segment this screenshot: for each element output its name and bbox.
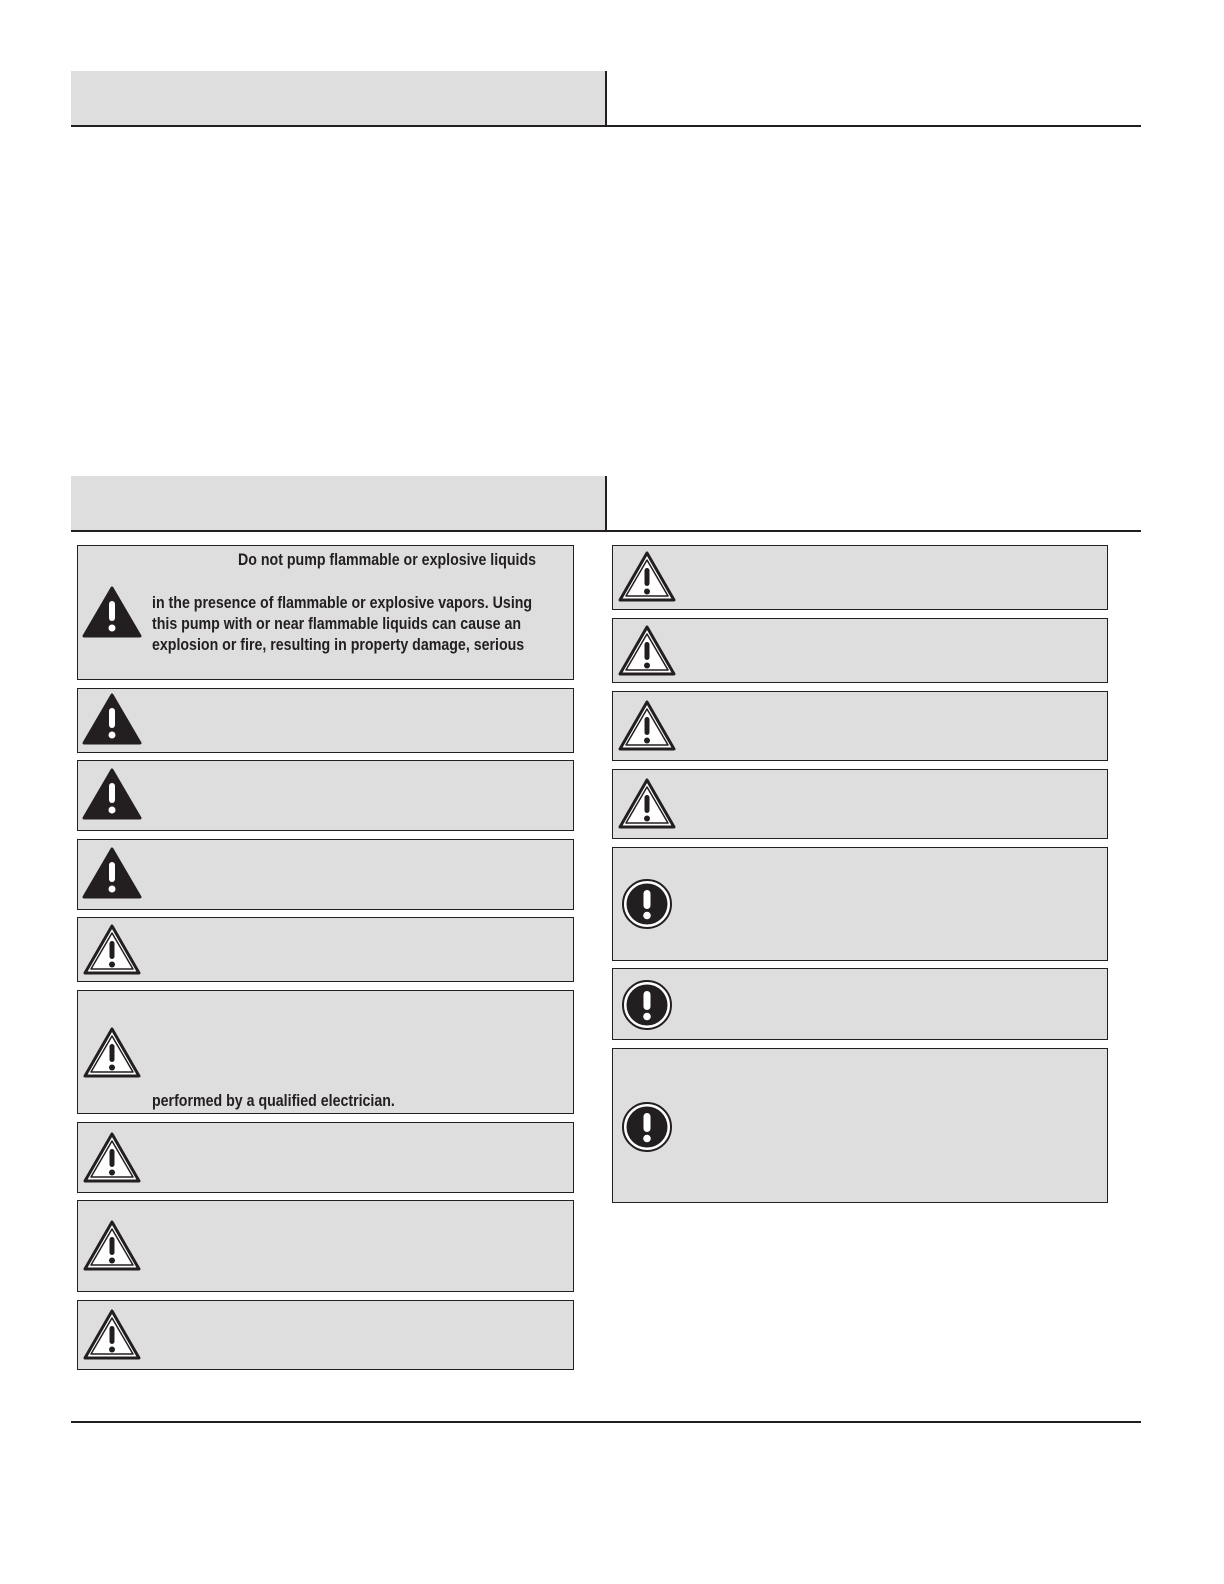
notice-box bbox=[612, 1048, 1108, 1203]
warning-text-line: in the presence of flammable or explosive vapors. Using bbox=[152, 594, 533, 612]
outline-warning-triangle-icon bbox=[82, 1131, 142, 1185]
solid-warning-triangle-icon bbox=[82, 586, 142, 640]
exclamation-circle-icon bbox=[621, 979, 673, 1031]
warning-box bbox=[77, 1300, 574, 1370]
warning-text-line: performed by a qualified electrician. bbox=[152, 1092, 395, 1110]
warning-box bbox=[77, 688, 574, 753]
outline-warning-triangle-icon bbox=[82, 1026, 142, 1080]
solid-warning-triangle-icon bbox=[82, 693, 142, 747]
solid-warning-triangle-icon bbox=[82, 768, 142, 822]
outline-warning-triangle-icon bbox=[617, 550, 677, 604]
section-header-1 bbox=[71, 71, 1141, 127]
footer-rule bbox=[71, 1421, 1141, 1423]
exclamation-circle-icon bbox=[621, 878, 673, 930]
warning-box bbox=[612, 769, 1108, 839]
section-header-2 bbox=[71, 476, 1141, 532]
warning-box bbox=[77, 917, 574, 982]
outline-warning-triangle-icon bbox=[617, 777, 677, 831]
section-header-tab bbox=[71, 476, 607, 530]
warning-box bbox=[77, 1200, 574, 1292]
outline-warning-triangle-icon bbox=[617, 699, 677, 753]
warning-box bbox=[612, 691, 1108, 761]
warning-box bbox=[77, 839, 574, 910]
warning-box bbox=[77, 760, 574, 831]
outline-warning-triangle-icon bbox=[82, 923, 142, 977]
warning-box-flammable bbox=[77, 545, 574, 680]
warning-box-electrician bbox=[77, 990, 574, 1114]
warning-text-line: this pump with or near flammable liquids can cause an bbox=[152, 615, 522, 633]
notice-box bbox=[612, 847, 1108, 961]
warning-box bbox=[612, 545, 1108, 610]
warning-box bbox=[612, 618, 1108, 683]
exclamation-circle-icon bbox=[621, 1101, 673, 1153]
outline-warning-triangle-icon bbox=[82, 1308, 142, 1362]
warning-text-line: Do not pump flammable or explosive liquids bbox=[238, 551, 537, 569]
warning-text-line: explosion or fire, resulting in property damage, serious bbox=[152, 636, 525, 654]
section-header-tab bbox=[71, 71, 607, 125]
outline-warning-triangle-icon bbox=[617, 624, 677, 678]
notice-box bbox=[612, 968, 1108, 1040]
warning-box bbox=[77, 1122, 574, 1193]
outline-warning-triangle-icon bbox=[82, 1219, 142, 1273]
solid-warning-triangle-icon bbox=[82, 847, 142, 901]
